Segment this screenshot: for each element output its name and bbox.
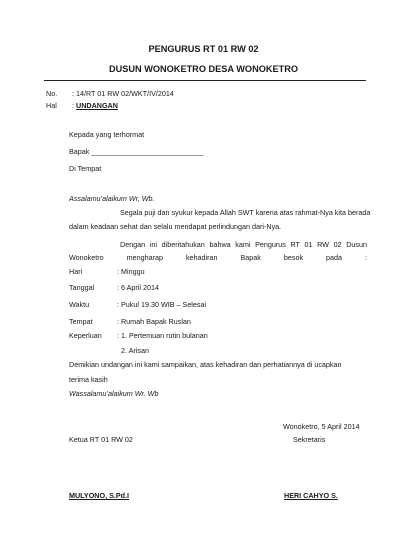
para1-line-2: dalam keadaan sehat dan selalu mendapat perlindungan dari-Nya.: [69, 222, 282, 231]
detail-tempat-label: Tempat: [69, 317, 93, 326]
left-signer-title: Ketua RT 01 RW 02: [69, 435, 133, 444]
detail-tempat-value: : Rumah Bapak Ruslan: [117, 317, 191, 326]
place-date: Wonoketro, 5 April 2014: [283, 422, 360, 431]
right-signer-title: Sekretaris: [293, 435, 326, 444]
hal-value: UNDANGAN: [76, 101, 118, 110]
header-line-2: DUSUN WONOKETRO DESA WONOKETRO: [108, 64, 299, 74]
detail-waktu-value: : Pukul 19.30 WIB – Selesai: [117, 300, 207, 309]
header-rule: [44, 80, 366, 81]
purpose-item-2: 2. Arisan: [121, 346, 149, 355]
no-value: : 14/RT 01 RW 02/WKT/IV/2014: [72, 89, 174, 98]
farewell: Wassalamu’alaikum Wr. Wb: [69, 389, 159, 398]
left-signer-name: MULYONO, S.Pd.I: [69, 491, 130, 500]
para2-line-2: Wonoketro mengharap kehadiran Bapak besok pada :: [69, 253, 367, 262]
detail-waktu-label: Waktu: [69, 300, 90, 309]
detail-keperluan-value: : 1. Pertemuan rutin bulanan: [117, 331, 208, 340]
addressee-line-1: Kepada yang terhormat: [69, 130, 145, 139]
closing-line-2: terima kasih: [69, 375, 108, 384]
para1-line-1: Segala puji dan syukur kepada Allah SWT karena atas rahmat-Nya kita berada: [120, 208, 371, 217]
detail-hari-value: : Minggu: [117, 267, 145, 276]
hal-colon: : UNDANGAN: [72, 101, 118, 110]
greeting: Assalamu’alaikum Wr, Wb.: [69, 194, 155, 203]
detail-hari-label: Hari: [69, 267, 83, 276]
detail-keperluan-label: Keperluan: [69, 331, 102, 340]
hal-label: Hal: [46, 101, 57, 110]
addressee-line-3: Di Tempat: [69, 164, 102, 173]
para2-line-1: Dengan ini diberitahukan bahwa kami Pengurus RT 01 RW 02 Dusun: [120, 240, 367, 249]
right-signer-name: HERI CAHYO S.: [284, 491, 338, 500]
detail-tanggal-label: Tanggal: [69, 283, 95, 292]
addressee-line-2: Bapak ____________________________: [69, 147, 204, 156]
no-label: No.: [46, 89, 58, 98]
header-line-1: PENGURUS RT 01 RW 02: [148, 44, 259, 54]
closing-line-1: Demikian undangan ini kami sampaikan, atas kehadiran dan perhatiannya di ucapkan: [69, 360, 342, 369]
detail-tanggal-value: : 6 April 2014: [117, 283, 159, 292]
